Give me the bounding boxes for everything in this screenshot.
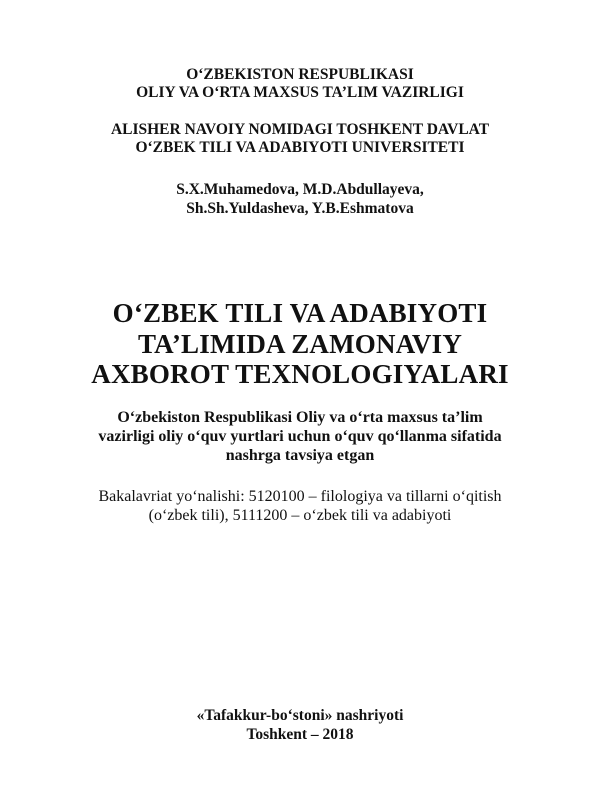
- recommendation-note: [0, 408, 600, 465]
- publication-place-year: Toshkent – 2018: [246, 725, 354, 743]
- ministry-line-2: OLIY VA O‘RTA MAXSUS TA’LIM VAZIRLIGI: [136, 83, 464, 101]
- authors-line-2: Sh.Sh.Yuldasheva, Y.B.Eshmatova: [186, 199, 414, 217]
- university-header: [0, 121, 600, 156]
- title-line-2: TA’LIMIDA ZAMONAVIY: [137, 328, 463, 359]
- title-line-3: AXBOROT TEXNOLOGIYALARI: [91, 359, 509, 389]
- publisher-name: «Tafakkur-bo‘stoni» nashriyoti: [196, 707, 404, 724]
- recommendation-line-3: nashrga tavsiya etgan: [225, 447, 375, 464]
- specialty-note: [0, 487, 600, 525]
- authors-line-1: S.X.Muhamedova, M.D.Abdullayeva,: [176, 181, 424, 198]
- publisher-imprint: [0, 707, 600, 744]
- university-line-2: O‘ZBEK TILI VA ADABIYOTI UNIVERSITETI: [135, 138, 465, 156]
- authors: [0, 181, 600, 218]
- ministry-header: [0, 66, 600, 101]
- recommendation-line-2: vazirligi oliy o‘quv yurtlari uchun o‘quv qo‘llanma sifatida: [98, 428, 502, 445]
- specialty-line-1: Bakalavriat yo‘nalishi: 5120100 – filologiya va tillarni o‘qitish: [98, 488, 502, 505]
- title-line-1: O‘ZBEK TILI VA ADABIYOTI: [112, 298, 488, 328]
- specialty-line-2: (o‘zbek tili), 5111200 – o‘zbek tili va adabiyoti: [148, 507, 452, 524]
- university-line-1: ALISHER NAVOIY NOMIDAGI TOSHKENT DAVLAT: [110, 121, 490, 138]
- book-title: [0, 298, 600, 390]
- ministry-line-1: O‘ZBEKISTON RESPUBLIKASI: [186, 66, 414, 83]
- recommendation-line-1: O‘zbekiston Respublikasi Oliy va o‘rta maxsus ta’lim: [117, 409, 483, 426]
